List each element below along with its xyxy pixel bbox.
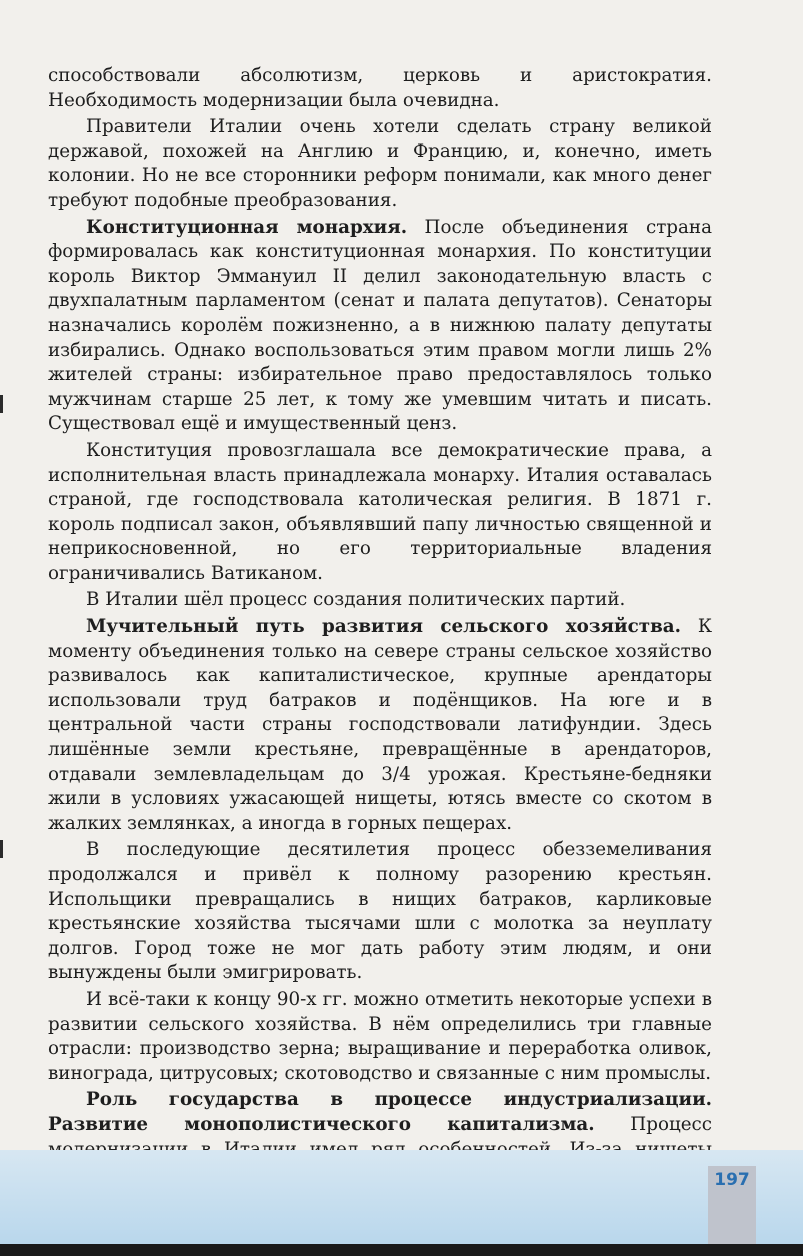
paragraph-agriculture	[48, 615, 712, 836]
paragraph-text: Процесс	[630, 1113, 712, 1135]
section-heading: Роль государства в процессе индустриализации. Развитие монополистического капитализма.	[48, 1089, 712, 1135]
paragraph-text: В Италии шёл процесс создания политических партий.	[86, 589, 626, 611]
paragraph-text: К моменту объединения только на севере страны сельское хозяйство развивалось как капиталистическое, крупные арендаторы использовали труд батраков и подёнщиков. На юге и в центральной части страны господствовали латифундии. Здесь лишённые земли крестьяне, превращённые в арендаторов, отдавали землевладельцам до 3/4 урожая. Крестьяне-бедняки жили в условиях ужасающей нищеты, ютясь вместе со скотом в жалких землянках, а иногда в горных пещерах.	[48, 616, 712, 834]
page-footer-band	[0, 1150, 803, 1244]
page-number: 197	[714, 1170, 750, 1190]
paragraph-text: способствовали абсолютизм, церковь и аристократия. Необходимость модернизации была очевидна.	[48, 65, 712, 111]
margin-mark	[0, 840, 3, 858]
section-heading: Мучительный путь развития сельского хозяйства.	[86, 616, 681, 638]
margin-mark	[0, 395, 3, 413]
paragraph	[48, 988, 712, 1086]
section-heading: Конституционная монархия.	[86, 216, 408, 238]
paragraph	[48, 588, 712, 613]
page-number-tab	[708, 1166, 756, 1244]
paragraph-text: В последующие десятилетия процесс обезземеливания продолжался и привёл к полному разорению крестьян. Испольщики превращались в нищих батраков, карликовые крестьянские хозяйства тысячами шли с молотка за неуплату долгов. Город тоже не мог дать работу этим людям, и они вынуждены были эмигрировать.	[48, 839, 712, 984]
paragraph	[48, 838, 712, 986]
paragraph-text: И всё-таки к концу 90-х гг. можно отметить некоторые успехи в развитии сельского хозяйства. В нём определились три главные отрасли: производство зерна; выращивание и переработка оливок, винограда, цитрусовых; скотоводство и связанные с ним промыслы.	[48, 988, 712, 1084]
paragraph-text: После объединения страна формировалась как конституционная монархия. По конституции король Виктор Эммануил II делил законодательную власть с двухпалатным парламентом (сенат и палата депутатов). Сенаторы назначались королём пожизненно, а в нижнюю палату депутаты избирались. Однако воспользоваться этим правом могли лишь 2% жителей страны: избирательное право предоставлялось только мужчинам старше 25 лет, к тому же умевшим читать и писать. Существовал ещё и имущественный ценз.	[48, 216, 712, 435]
paragraph-constitutional-monarchy	[48, 216, 712, 437]
paragraph-text: Конституция провозглашала все демократические права, а исполнительная власть принадлежала монарху. Италия оставалась страной, где господствовала католическая религия. В 1871 г. король подписал закон, объявлявший папу личностью священной и неприкосновенной, но его территориальные владения ограничивались Ватиканом.	[48, 439, 712, 584]
scan-bottom-edge	[0, 1244, 803, 1256]
paragraph	[48, 439, 712, 587]
paragraph-text: Правители Италии очень хотели сделать страну великой державой, похожей на Англию и Францию, и, конечно, иметь колонии. Но не все сторонники реформ понимали, как много денег требуют подобные преобразования.	[48, 116, 712, 211]
page-body	[48, 64, 712, 1213]
paragraph	[48, 115, 712, 213]
paragraph	[48, 64, 712, 113]
